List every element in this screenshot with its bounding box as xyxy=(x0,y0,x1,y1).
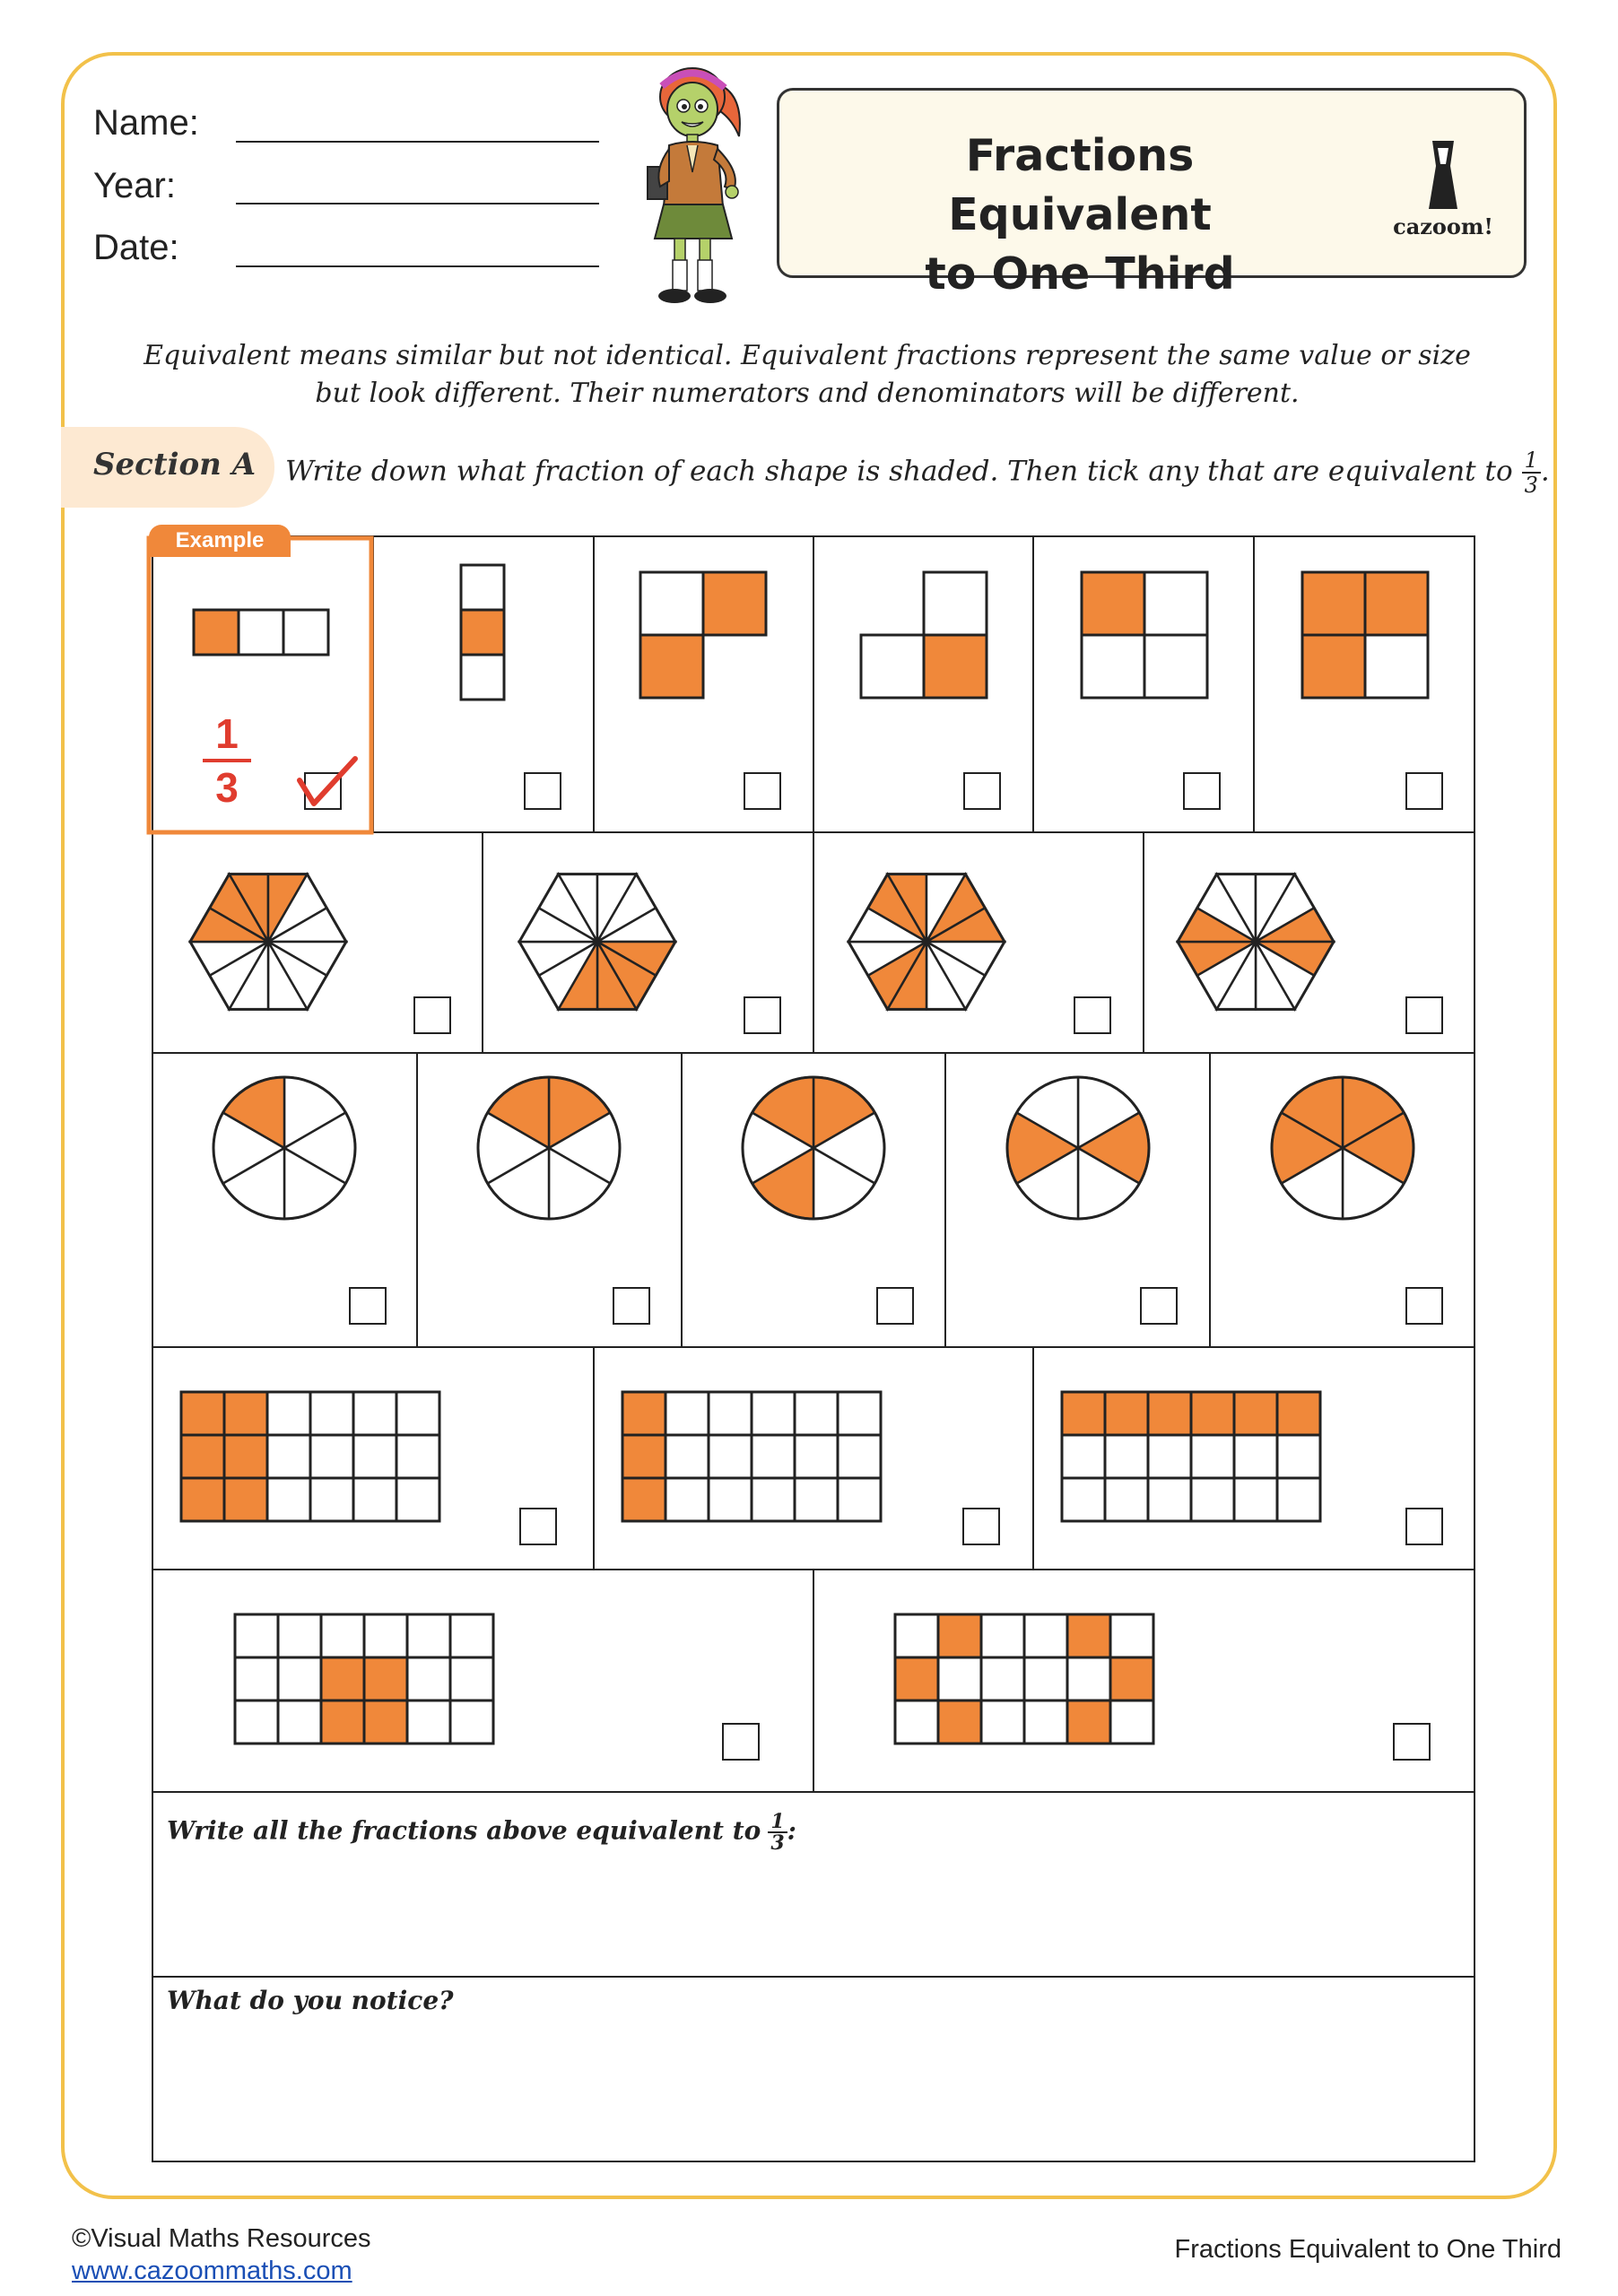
intro-line-1: Equivalent means similar but not identical. Equivalent fractions represent the same value or size xyxy=(144,340,1471,371)
example-tab: Example xyxy=(149,525,291,557)
grid-3 xyxy=(1062,1392,1320,1521)
tick-box-7[interactable] xyxy=(744,997,780,1033)
tick-box-19[interactable] xyxy=(1394,1724,1430,1760)
copyright-text: ©Visual Maths Resources xyxy=(72,2224,371,2253)
hexagon-shapes xyxy=(190,874,1334,1010)
tick-box-17[interactable] xyxy=(1406,1509,1442,1544)
title-line-1: Fractions Equivalent xyxy=(948,130,1212,240)
tick-box-10[interactable] xyxy=(350,1288,386,1324)
shape-square-quarter xyxy=(1082,572,1207,698)
shape-l-2 xyxy=(861,572,987,698)
question-1-numerator: 1 xyxy=(768,1812,787,1833)
grid-shapes xyxy=(181,1392,1320,1744)
question-1 xyxy=(167,1812,796,1853)
hexagon-3 xyxy=(848,874,1005,1010)
instruction-period: . xyxy=(1540,455,1550,488)
grid-1 xyxy=(181,1392,439,1521)
shape-vertical-bar xyxy=(461,565,504,700)
website-link[interactable]: www.cazoommaths.com xyxy=(72,2257,352,2285)
example-answer-numerator: 1 xyxy=(215,710,239,757)
tick-box-2[interactable] xyxy=(744,773,780,809)
hexagon-1 xyxy=(190,874,346,1010)
tick-box-5[interactable] xyxy=(1406,773,1442,809)
shape-example-bar xyxy=(194,610,328,655)
shape-square-three-quarters xyxy=(1302,572,1428,698)
year-label: Year: xyxy=(93,166,176,205)
section-label: Section A xyxy=(93,447,257,483)
grid-5 xyxy=(895,1614,1153,1744)
tick-box-13[interactable] xyxy=(1141,1288,1177,1324)
fraction-denominator: 3 xyxy=(1524,473,1538,498)
footer-title: Fractions Equivalent to One Third xyxy=(1174,2235,1561,2264)
grid-2 xyxy=(622,1392,881,1521)
question-2: What do you notice? xyxy=(167,1986,454,2015)
tick-box-4[interactable] xyxy=(1184,773,1220,809)
tick-box-3[interactable] xyxy=(964,773,1000,809)
circle-5 xyxy=(1272,1077,1414,1219)
hexagon-4 xyxy=(1178,874,1334,1010)
circle-shapes xyxy=(213,1077,1414,1219)
question-1-colon: : xyxy=(787,1815,796,1846)
hexagon-2 xyxy=(519,874,675,1010)
tick-box-9[interactable] xyxy=(1406,997,1442,1033)
shape-l-1 xyxy=(640,572,766,698)
question-1-denominator: 3 xyxy=(770,1831,785,1855)
question-1-text: Write all the fractions above equivalent to xyxy=(167,1815,761,1846)
grid-4 xyxy=(235,1614,493,1744)
tick-box-16[interactable] xyxy=(963,1509,999,1544)
example-answer-denominator: 3 xyxy=(215,764,239,811)
instruction-text: Write down what fraction of each shape is shaded. Then tick any that are equivalent to xyxy=(285,455,1513,488)
circle-2 xyxy=(478,1077,620,1219)
tick-box-6[interactable] xyxy=(414,997,450,1033)
example-answer xyxy=(203,710,251,811)
tick-box-8[interactable] xyxy=(1074,997,1110,1033)
circle-1 xyxy=(213,1077,355,1219)
tick-box-12[interactable] xyxy=(877,1288,913,1324)
tick-box-18[interactable] xyxy=(723,1724,759,1760)
circle-4 xyxy=(1007,1077,1149,1219)
question-1-fraction xyxy=(768,1812,787,1853)
name-label: Name: xyxy=(93,103,199,143)
footer-left xyxy=(72,2222,371,2287)
circle-3 xyxy=(743,1077,884,1219)
tick-box-11[interactable] xyxy=(613,1288,649,1324)
date-label: Date: xyxy=(93,228,179,267)
fraction-numerator: 1 xyxy=(1522,448,1541,474)
tick-box-14[interactable] xyxy=(1406,1288,1442,1324)
intro-line-2: but look different. Their numerators and denominators will be different. xyxy=(315,378,1300,409)
tick-box-1[interactable] xyxy=(525,773,561,809)
example-fraction-bar xyxy=(203,759,251,762)
tick-box-15[interactable] xyxy=(520,1509,556,1544)
title-line-2: to One Third xyxy=(925,248,1235,300)
logo-text: cazoom! xyxy=(1393,213,1493,239)
